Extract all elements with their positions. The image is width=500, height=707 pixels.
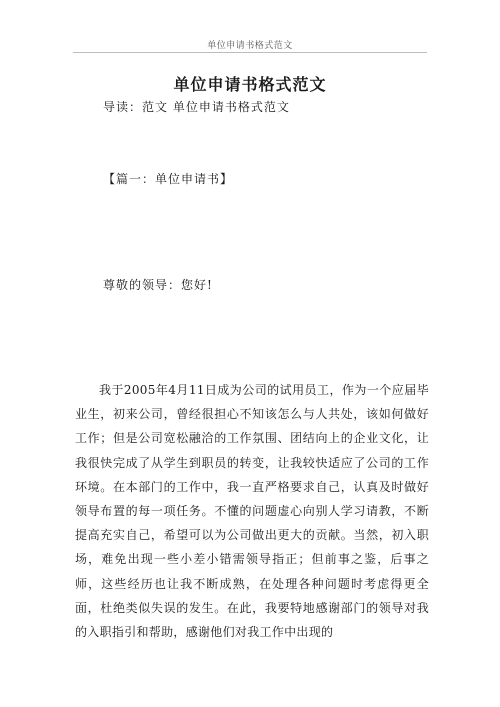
header-divider xyxy=(73,52,427,53)
running-header: 单位申请书格式范文 xyxy=(207,41,293,51)
body-paragraph: 我于2005年4月11日成为公司的试用员工，作为一个应届毕业生，初来公司，曾经很担心不知该怎么与人共处，该如何做好工作；但是公司宽松融洽的工作氛围、团结向上的企业文化，让我很快完成了从学生到职员的转变，让我较快适应了公司的工作环境。在本部门的工作中，我一直严格要求自己，认真及时做好领导布置的每一项任务。不懂的问题虚心向别人学习请教，不断提高充实自己，希望可以为公司做出更大的贡献。当然，初入职场，难免出现一些小差小错需领导指正；但前事之鉴，后事之师，这些经历也让我不断成熟，在处理各种问题时考虑得更全面，杜绝类似失误的发生。在此，我要特地感谢部门的领导对我的入职指引和帮助，感谢他们对我工作中出现的 xyxy=(75,383,429,640)
guide-line: 导读：范文 单位申请书格式范文 xyxy=(103,100,290,114)
document-title: 单位申请书格式范文 xyxy=(173,75,327,94)
section-heading: 【篇一：单位申请书】 xyxy=(103,172,234,186)
greeting-line: 尊敬的领导：您好! xyxy=(103,278,213,292)
